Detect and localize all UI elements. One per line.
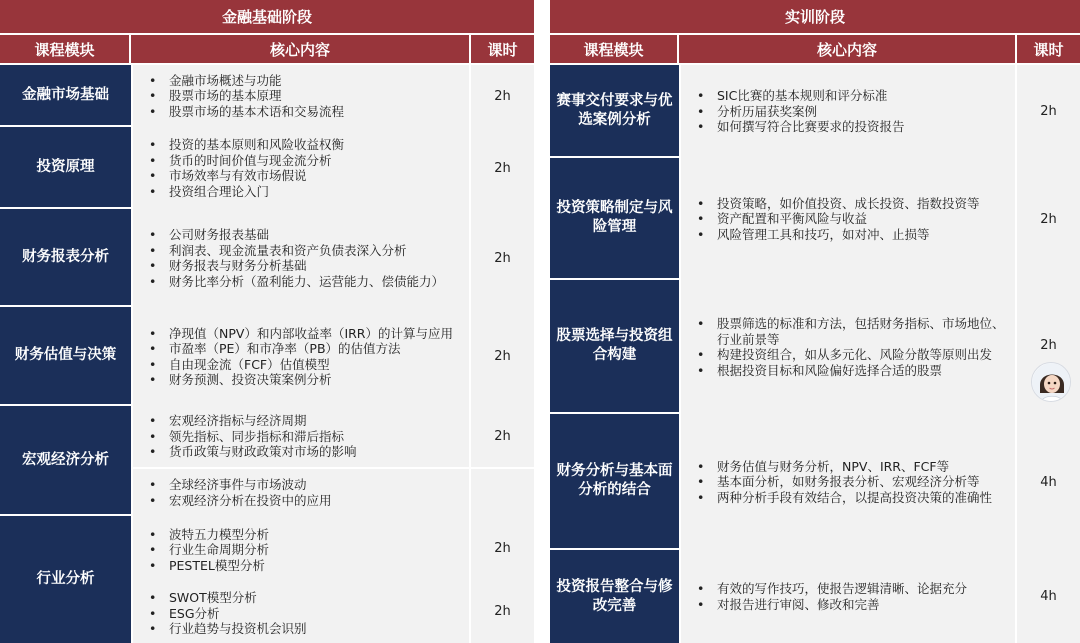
module-content — [131, 580, 471, 643]
list-item: • 分析历届获奖案例 — [697, 104, 1009, 120]
list-item: • SWOT模型分析 — [149, 590, 463, 606]
training-table-header — [550, 35, 1080, 63]
sub-row — [131, 406, 534, 469]
list-item: • 投资策略，如价值投资、成长投资、指数投资等 — [697, 196, 1009, 212]
list-item: • PESTEL模型分析 — [149, 558, 463, 574]
sub-row — [131, 516, 534, 580]
module-content — [679, 158, 1017, 280]
list-item: • 构建投资组合，如从多元化、风险分散等原则出发 — [697, 347, 1009, 363]
module-name: 行业分析 — [0, 516, 131, 643]
table-row — [550, 414, 1080, 550]
list-item: • 财务报表与财务分析基础 — [149, 258, 463, 274]
foundation-stage-banner: 金融基础阶段 — [0, 0, 534, 33]
assistant-avatar-icon[interactable] — [1031, 362, 1071, 402]
module-name: 股票选择与投资组合构建 — [550, 280, 679, 414]
list-item: • 货币的时间价值与现金流分析 — [149, 153, 463, 169]
list-item: • 风险管理工具和技巧，如对冲、止损等 — [697, 227, 1009, 243]
table-row — [550, 550, 1080, 643]
foundation-stage-panel — [0, 0, 534, 643]
table-row — [0, 406, 534, 516]
list-item: • 资产配置和平衡风险与收益 — [697, 211, 1009, 227]
list-item: • 波特五力模型分析 — [149, 527, 463, 543]
list-item: • 公司财务报表基础 — [149, 227, 463, 243]
header-module: 课程模块 — [550, 35, 679, 63]
module-name: 投资报告整合与修改完善 — [550, 550, 679, 643]
list-item: • 财务预测、投资决策案例分析 — [149, 372, 463, 388]
module-content — [131, 65, 471, 127]
module-content — [131, 469, 471, 516]
list-item: • 基本面分析，如财务报表分析、宏观经济分析等 — [697, 474, 1009, 490]
module-hours: 2h — [471, 65, 534, 127]
list-item: • 净现值（NPV）和内部收益率（IRR）的计算与应用 — [149, 326, 463, 342]
list-item: • 货币政策与财政政策对市场的影响 — [149, 444, 463, 460]
header-content: 核心内容 — [679, 35, 1017, 63]
module-content — [131, 307, 471, 406]
list-item: • 行业生命周期分析 — [149, 542, 463, 558]
list-item: • 投资的基本原则和风险收益权衡 — [149, 137, 463, 153]
module-content — [131, 209, 471, 307]
module-content — [131, 127, 471, 209]
header-module: 课程模块 — [0, 35, 131, 63]
list-item: • 财务估值与财务分析，NPV、IRR、FCF等 — [697, 459, 1009, 475]
module-content — [679, 414, 1017, 550]
module-hours: 4h — [1017, 414, 1080, 550]
list-item: • 根据投资目标和风险偏好选择合适的股票 — [697, 363, 1009, 379]
table-row — [550, 280, 1080, 414]
list-item: • 股票筛选的标准和方法，包括财务指标、市场地位、行业前景等 — [697, 316, 1009, 347]
list-item: • 如何撰写符合比赛要求的投资报告 — [697, 119, 1009, 135]
module-content — [131, 406, 471, 467]
list-item: • 利润表、现金流量表和资产负债表深入分析 — [149, 243, 463, 259]
module-hours: 2h — [471, 209, 534, 307]
module-hours — [471, 469, 534, 516]
table-row — [550, 65, 1080, 158]
table-row — [0, 209, 534, 307]
module-name: 宏观经济分析 — [0, 406, 131, 516]
header-hours: 课时 — [471, 35, 534, 63]
list-item: • 市盈率（PE）和市净率（PB）的估值方法 — [149, 341, 463, 357]
list-item: • 自由现金流（FCF）估值模型 — [149, 357, 463, 373]
list-item: • 有效的写作技巧，使报告逻辑清晰、论据充分 — [697, 581, 1009, 597]
list-item: • ESG分析 — [149, 606, 463, 622]
list-item: • 市场效率与有效市场假说 — [149, 168, 463, 184]
training-stage-banner: 实训阶段 — [550, 0, 1080, 33]
module-hours: 2h — [471, 406, 534, 467]
sub-row — [131, 469, 534, 516]
foundation-table-header — [0, 35, 534, 63]
table-row — [550, 158, 1080, 280]
table-row — [0, 516, 534, 643]
module-content — [131, 516, 471, 580]
table-row — [0, 65, 534, 127]
module-name: 投资原理 — [0, 127, 131, 209]
module-name: 赛事交付要求与优选案例分析 — [550, 65, 679, 158]
table-row — [0, 307, 534, 406]
module-hours: 2h — [471, 307, 534, 406]
module-hours: 2h — [1017, 280, 1080, 414]
sub-row — [131, 580, 534, 643]
module-content — [679, 550, 1017, 643]
list-item: • 宏观经济分析在投资中的应用 — [149, 493, 463, 509]
module-hours: 4h — [1017, 550, 1080, 643]
module-content — [679, 65, 1017, 158]
table-row — [0, 127, 534, 209]
module-hours: 2h — [471, 516, 534, 580]
module-name: 财务估值与决策 — [0, 307, 131, 406]
list-item: • 股票市场的基本术语和交易流程 — [149, 104, 463, 120]
module-name: 财务分析与基本面分析的结合 — [550, 414, 679, 550]
module-name: 投资策略制定与风险管理 — [550, 158, 679, 280]
module-hours: 2h — [1017, 158, 1080, 280]
list-item: • SIC比赛的基本规则和评分标准 — [697, 88, 1009, 104]
list-item: • 全球经济事件与市场波动 — [149, 477, 463, 493]
module-sub-rows — [131, 516, 534, 643]
module-hours: 2h — [1017, 65, 1080, 158]
list-item: • 宏观经济指标与经济周期 — [149, 413, 463, 429]
list-item: • 投资组合理论入门 — [149, 184, 463, 200]
module-hours: 2h — [471, 127, 534, 209]
training-stage-panel — [550, 0, 1080, 643]
module-sub-rows — [131, 406, 534, 516]
module-name: 金融市场基础 — [0, 65, 131, 127]
list-item: • 财务比率分析（盈利能力、运营能力、偿债能力） — [149, 274, 463, 290]
module-name: 财务报表分析 — [0, 209, 131, 307]
list-item: • 两种分析手段有效结合，以提高投资决策的准确性 — [697, 490, 1009, 506]
list-item: • 行业趋势与投资机会识别 — [149, 621, 463, 637]
list-item: • 领先指标、同步指标和滞后指标 — [149, 429, 463, 445]
module-content — [679, 280, 1017, 414]
list-item: • 金融市场概述与功能 — [149, 73, 463, 89]
list-item: • 股票市场的基本原理 — [149, 88, 463, 104]
module-hours: 2h — [471, 580, 534, 643]
header-content: 核心内容 — [131, 35, 471, 63]
header-hours: 课时 — [1017, 35, 1080, 63]
list-item: • 对报告进行审阅、修改和完善 — [697, 597, 1009, 613]
